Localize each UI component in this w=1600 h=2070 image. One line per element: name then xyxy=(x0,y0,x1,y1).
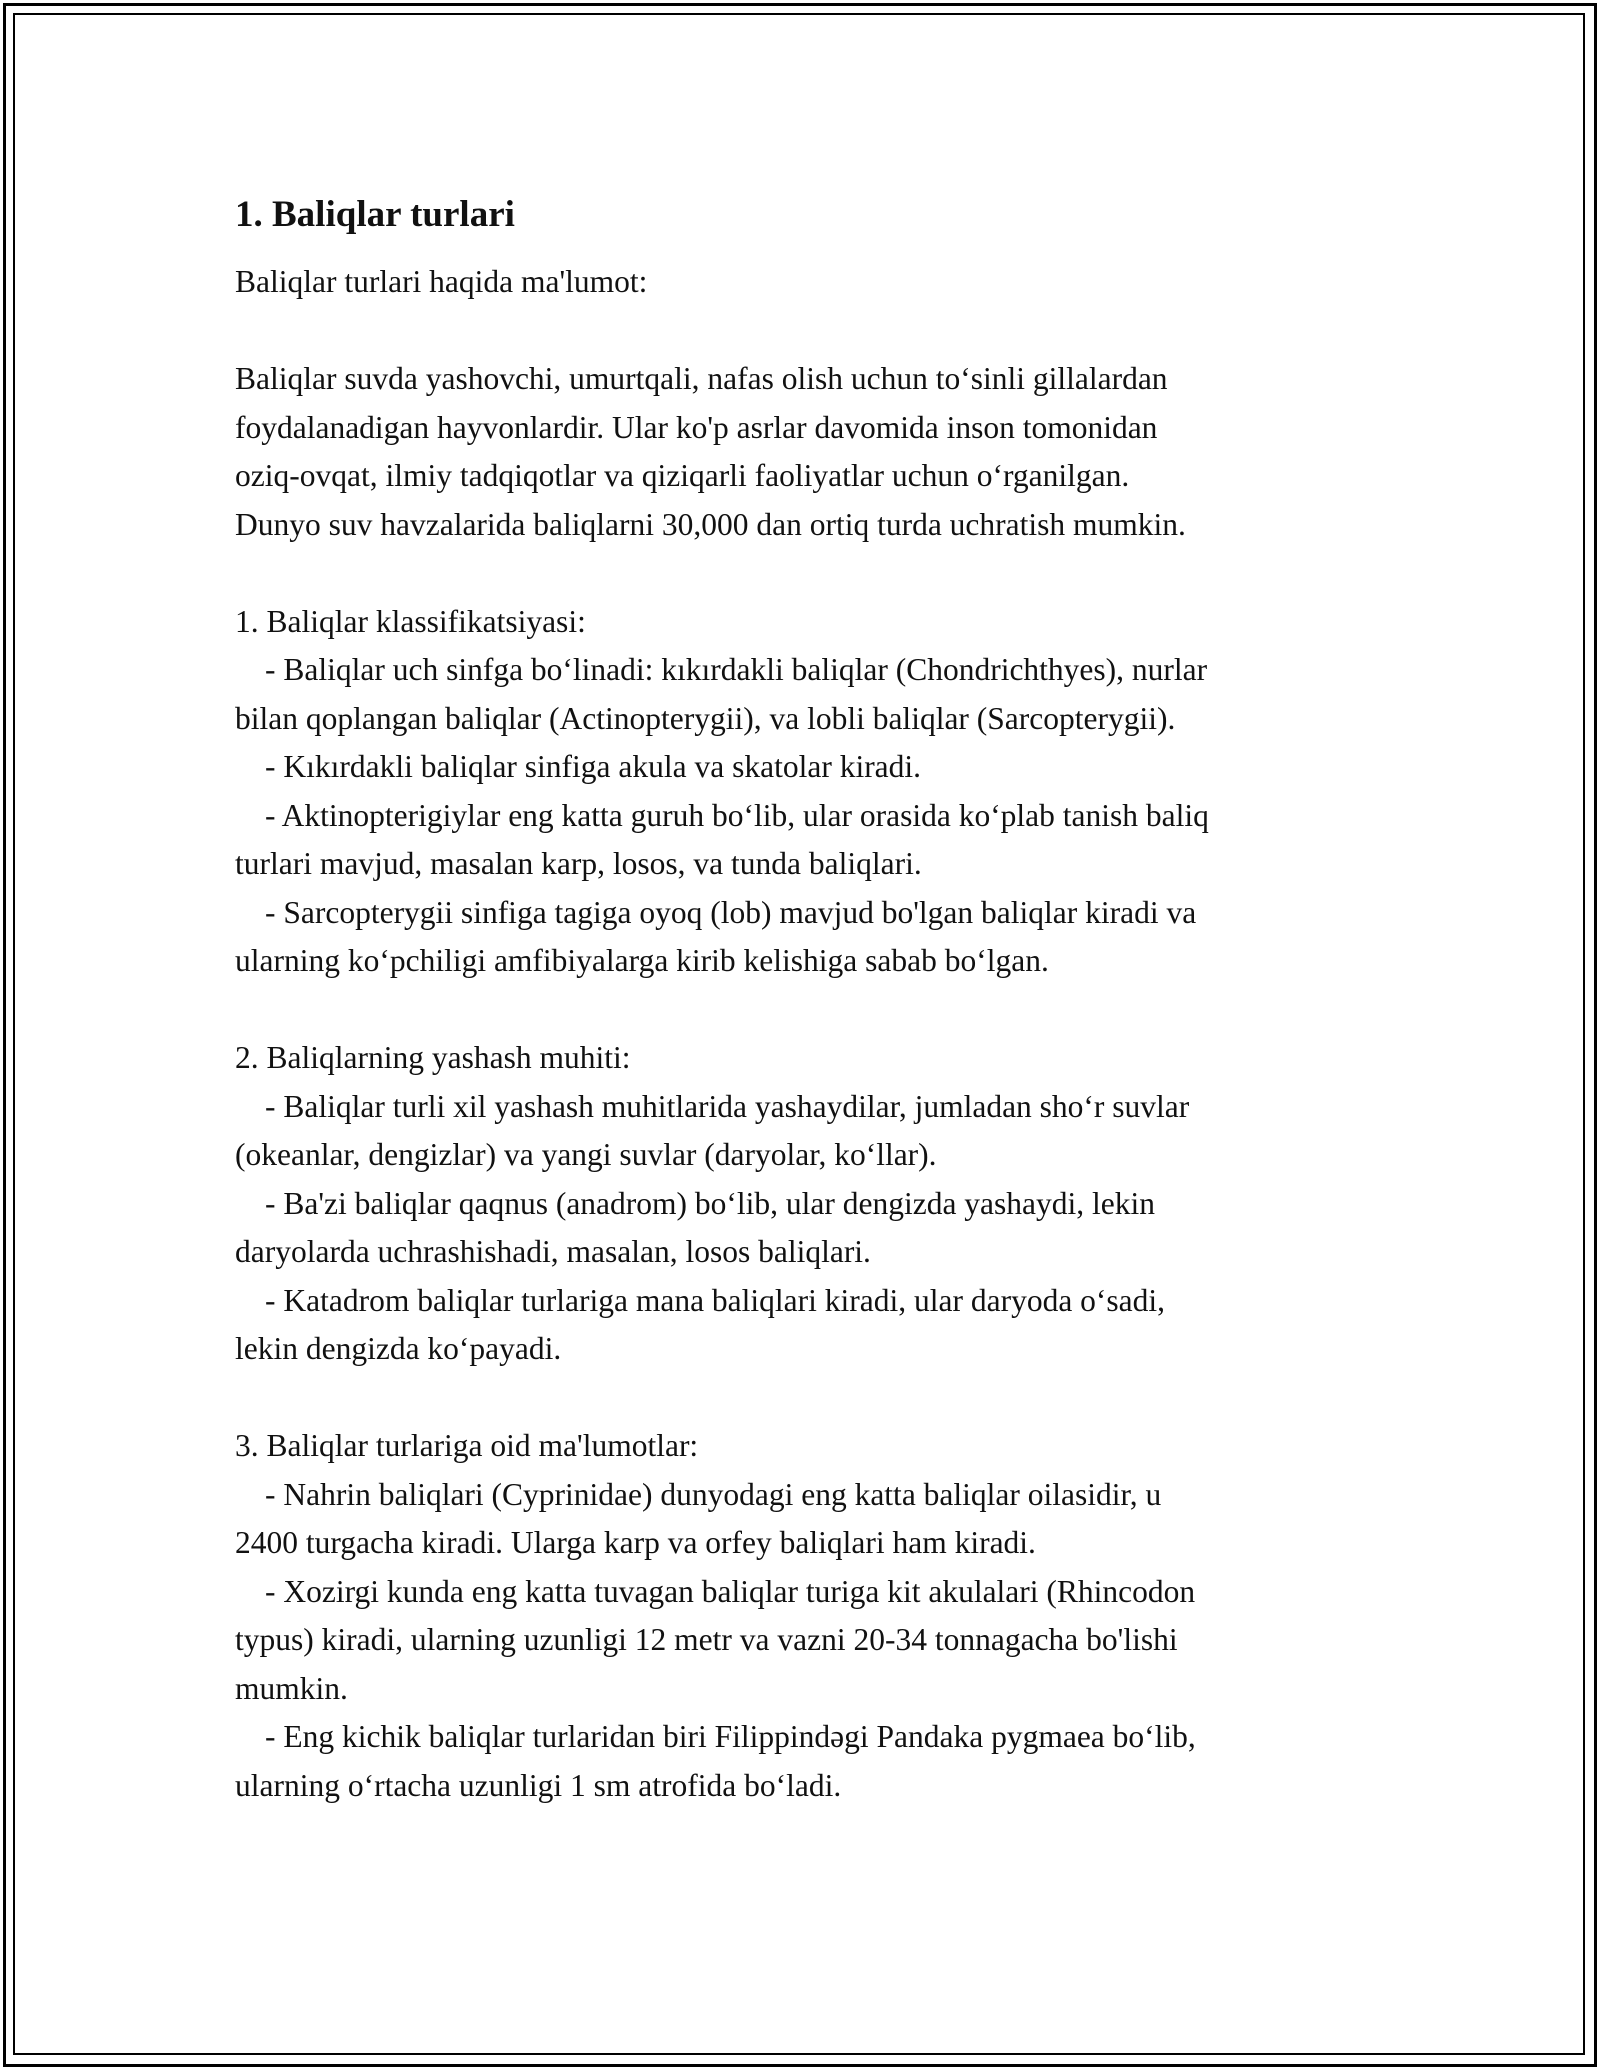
section-heading: 1. Baliqlar klassifikatsiyasi: xyxy=(235,603,586,639)
section-habitat xyxy=(235,1034,1375,1374)
blank-line xyxy=(235,549,1375,598)
bullet-line: - Baliqlar uch sinfga bo‘linadi: kıkırdakli baliqlar (Chondrichthyes), nurlar xyxy=(265,652,1208,687)
section-species-facts xyxy=(235,1422,1375,1810)
bullet-continuation: mumkin. xyxy=(235,1670,348,1706)
bullet-line: - Aktinopterigiylar eng katta guruh bo‘lib, ular orasida ko‘plab tanish baliq xyxy=(265,797,1209,833)
blank-line xyxy=(235,1374,1375,1423)
bullet-continuation: (okeanlar, dengizlar) va yangi suvlar (daryolar, ko‘llar). xyxy=(235,1137,937,1172)
document-body xyxy=(235,186,1375,1810)
bullet-line: - Ba'zi baliqlar qaqnus (anadrom) bo‘lib, ular dengizda yashaydi, lekin xyxy=(265,1185,1156,1221)
paragraph-line: Dunyo suv havzalarida baliqlarni 30,000 dan ortiq turda uchratish mumkin. xyxy=(235,506,1186,542)
paragraph-line: Baliqlar suvda yashovchi, umurtqali, nafas olish uchun to‘sinli gillalardan xyxy=(235,361,1168,396)
overview-paragraph xyxy=(235,355,1375,549)
section-heading: 3. Baliqlar turlariga oid ma'lumotlar: xyxy=(235,1428,699,1463)
bullet-line: - Xozirgi kunda eng katta tuvagan baliqlar turiga kit akulalari (Rhincodon xyxy=(265,1573,1196,1609)
blank-line xyxy=(235,307,1375,356)
bullet-continuation: bilan qoplangan baliqlar (Actinopterygii), va lobli baliqlar (Sarcopterygii). xyxy=(235,700,1176,736)
bullet-line: - Eng kichik baliqlar turlaridan biri Filippindəgi Pandaka pygmaea bo‘lib, xyxy=(265,1719,1196,1754)
bullet-continuation: turlari mavjud, masalan karp, losos, va tunda baliqlari. xyxy=(235,846,922,881)
page-title: 1. Baliqlar turlari xyxy=(235,194,515,235)
intro-line: Baliqlar turlari haqida ma'lumot: xyxy=(235,264,648,299)
paragraph-line: foydalanadigan hayvonlardir. Ular ko'p asrlar davomida inson tomonidan xyxy=(235,409,1158,445)
bullet-continuation: lekin dengizda ko‘payadi. xyxy=(235,1331,562,1366)
bullet-continuation: daryolarda uchrashishadi, masalan, losos baliqlari. xyxy=(235,1234,871,1269)
bullet-line: - Baliqlar turli xil yashash muhitlarida yashaydilar, jumladan sho‘r suvlar xyxy=(265,1088,1190,1124)
blank-line xyxy=(235,986,1375,1035)
bullet-line: - Nahrin baliqlari (Cyprinidae) dunyodagi eng katta baliqlar oilasidir, u xyxy=(265,1476,1162,1512)
paragraph-line: oziq-ovqat, ilmiy tadqiqotlar va qiziqarli faoliyatlar uchun o‘rganilgan. xyxy=(235,458,1130,493)
bullet-line: - Kıkırdakli baliqlar sinfiga akula va skatolar kiradi. xyxy=(265,749,922,784)
bullet-continuation: ularning ko‘pchiligi amfibiyalarga kirib kelishiga sabab bo‘lgan. xyxy=(235,943,1049,978)
bullet-continuation: typus) kiradi, ularning uzunligi 12 metr va vazni 20-34 tonnagacha bo'lishi xyxy=(235,1622,1178,1657)
section-heading: 2. Baliqlarning yashash muhiti: xyxy=(235,1040,631,1075)
section-classification xyxy=(235,598,1375,986)
bullet-continuation: ularning o‘rtacha uzunligi 1 sm atrofida bo‘ladi. xyxy=(235,1767,842,1803)
bullet-line: - Sarcopterygii sinfiga tagiga oyoq (lob) mavjud bo'lgan baliqlar kiradi va xyxy=(265,894,1197,930)
bullet-continuation: 2400 turgacha kiradi. Ularga karp va orfey baliqlari ham kiradi. xyxy=(235,1525,1036,1560)
bullet-line: - Katadrom baliqlar turlariga mana baliqlari kiradi, ular daryoda o‘sadi, xyxy=(265,1282,1166,1318)
